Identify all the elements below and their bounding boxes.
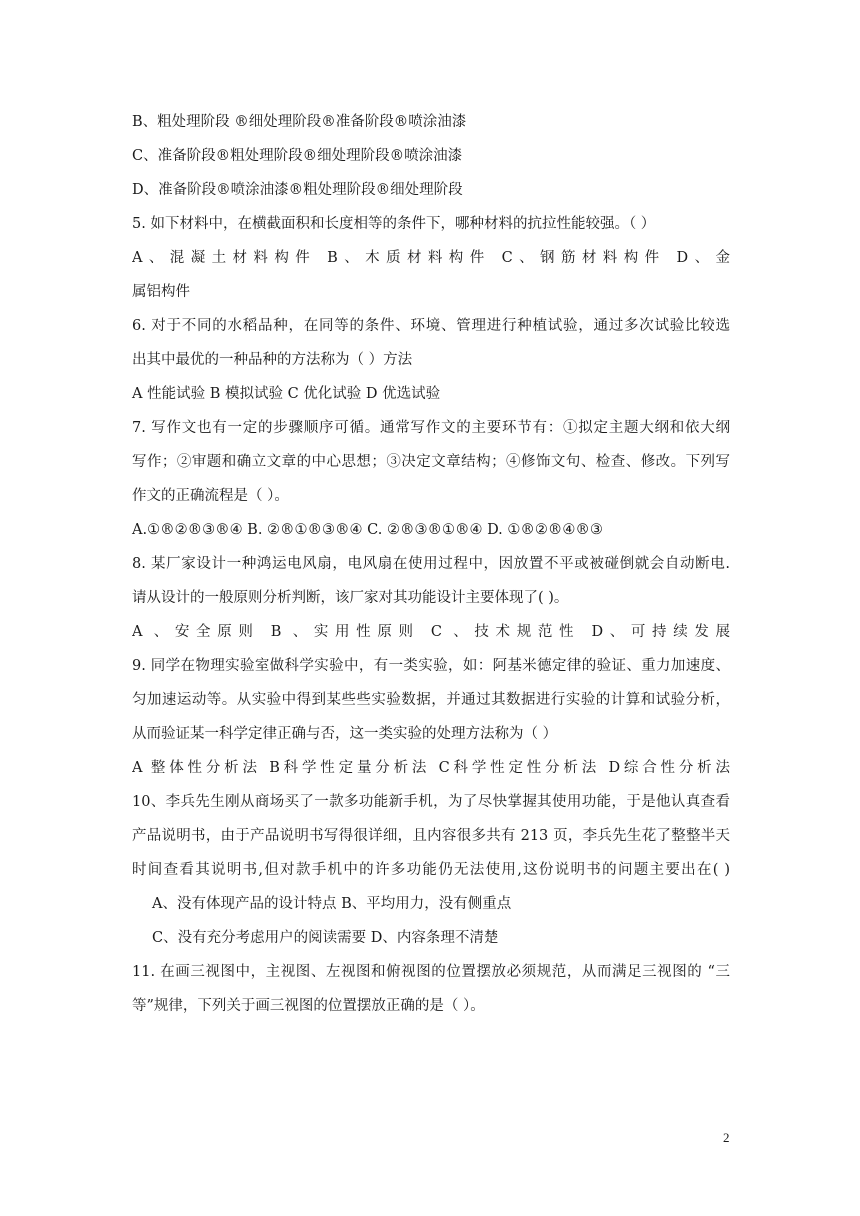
text-line: 9. 同学在物理实验室做科学实验中，有一类实验，如：阿基米德定律的验证、重力加速度、 xyxy=(132,658,730,674)
text-line: 6. 对于不同的水稻品种，在同等的条件、环境、管理进行种植试验，通过多次试验比较选 xyxy=(132,318,730,334)
text-line: 5. 如下材料中，在横截面积和长度相等的条件下，哪种材料的抗拉性能较强。（ ） xyxy=(132,216,656,232)
text-line: 请从设计的一般原则分析判断，该厂家对其功能设计主要体现了( )。 xyxy=(132,590,569,606)
text-line: 匀加速运动等。从实验中得到某些些实验数据，并通过其数据进行实验的计算和试验分析， xyxy=(132,692,730,708)
text-line: 7. 写作文也有一定的步骤顺序可循。通常写作文的主要环节有：①拟定主题大纲和依大纲 xyxy=(132,420,730,436)
text-line: A 、安全原则 B 、实用性原则 C 、技术规范性 D、可持续发展 xyxy=(132,624,730,640)
text-line: 出其中最优的一种品种的方法称为（ ）方法 xyxy=(132,352,413,368)
text-line: 产品说明书，由于产品说明书写得很详细，且内容很多共有 213 页，李兵先生花了整整半天 xyxy=(132,828,730,844)
text-line: A、混凝土材料构件 B、木质材料构件 C、钢筋材料构件 D、金 xyxy=(132,250,730,266)
text-line: D、准备阶段®喷涂油漆®粗处理阶段®细处理阶段 xyxy=(132,182,463,198)
text-line: 时间查看其说明书,但对款手机中的许多功能仍无法使用,这份说明书的问题主要出在( ) xyxy=(132,862,730,878)
text-line: 等”规律，下列关于画三视图的位置摆放正确的是（ ）。 xyxy=(132,998,485,1014)
text-line: 从而验证某一科学定律正确与否，这一类实验的处理方法称为（ ） xyxy=(132,726,558,742)
text-line: A、没有体现产品的设计特点 B、平均用力，没有侧重点 xyxy=(152,896,512,912)
text-line: 8. 某厂家设计一种鸿运电风扇，电风扇在使用过程中，因放置不平或被碰倒就会自动断电. xyxy=(132,556,730,572)
text-line: C、准备阶段®粗处理阶段®细处理阶段®喷涂油漆 xyxy=(132,148,463,164)
text-line: A 性能试验 B 模拟试验 C 优化试验 D 优选试验 xyxy=(132,386,441,402)
text-line: A.①®②®③®④ B. ②®①®③®④ C. ②®③®①®④ D. ①®②®④®③ xyxy=(132,522,603,538)
text-line: 属铝构件 xyxy=(132,284,190,300)
text-line: C、没有充分考虑用户的阅读需要 D、内容条理不清楚 xyxy=(152,930,499,946)
text-line: B、粗处理阶段 ®细处理阶段®准备阶段®喷涂油漆 xyxy=(132,114,467,130)
page-number: 2 xyxy=(723,1130,730,1145)
text-line: 11. 在画三视图中，主视图、左视图和俯视图的位置摆放必须规范，从而满足三视图的 “三 xyxy=(132,964,730,980)
text-line: 10、李兵先生刚从商场买了一款多功能新手机，为了尽快掌握其使用功能，于是他认真查看 xyxy=(132,794,730,810)
text-line: 写作；②审题和确立文章的中心思想；③决定文章结构；④修饰文句、检查、修改。下列写 xyxy=(132,454,730,470)
text-line: 作文的正确流程是（ ）。 xyxy=(132,488,289,504)
text-line: A 整体性分析法 B科学性定量分析法 C科学性定性分析法 D综合性分析法 xyxy=(132,760,730,776)
